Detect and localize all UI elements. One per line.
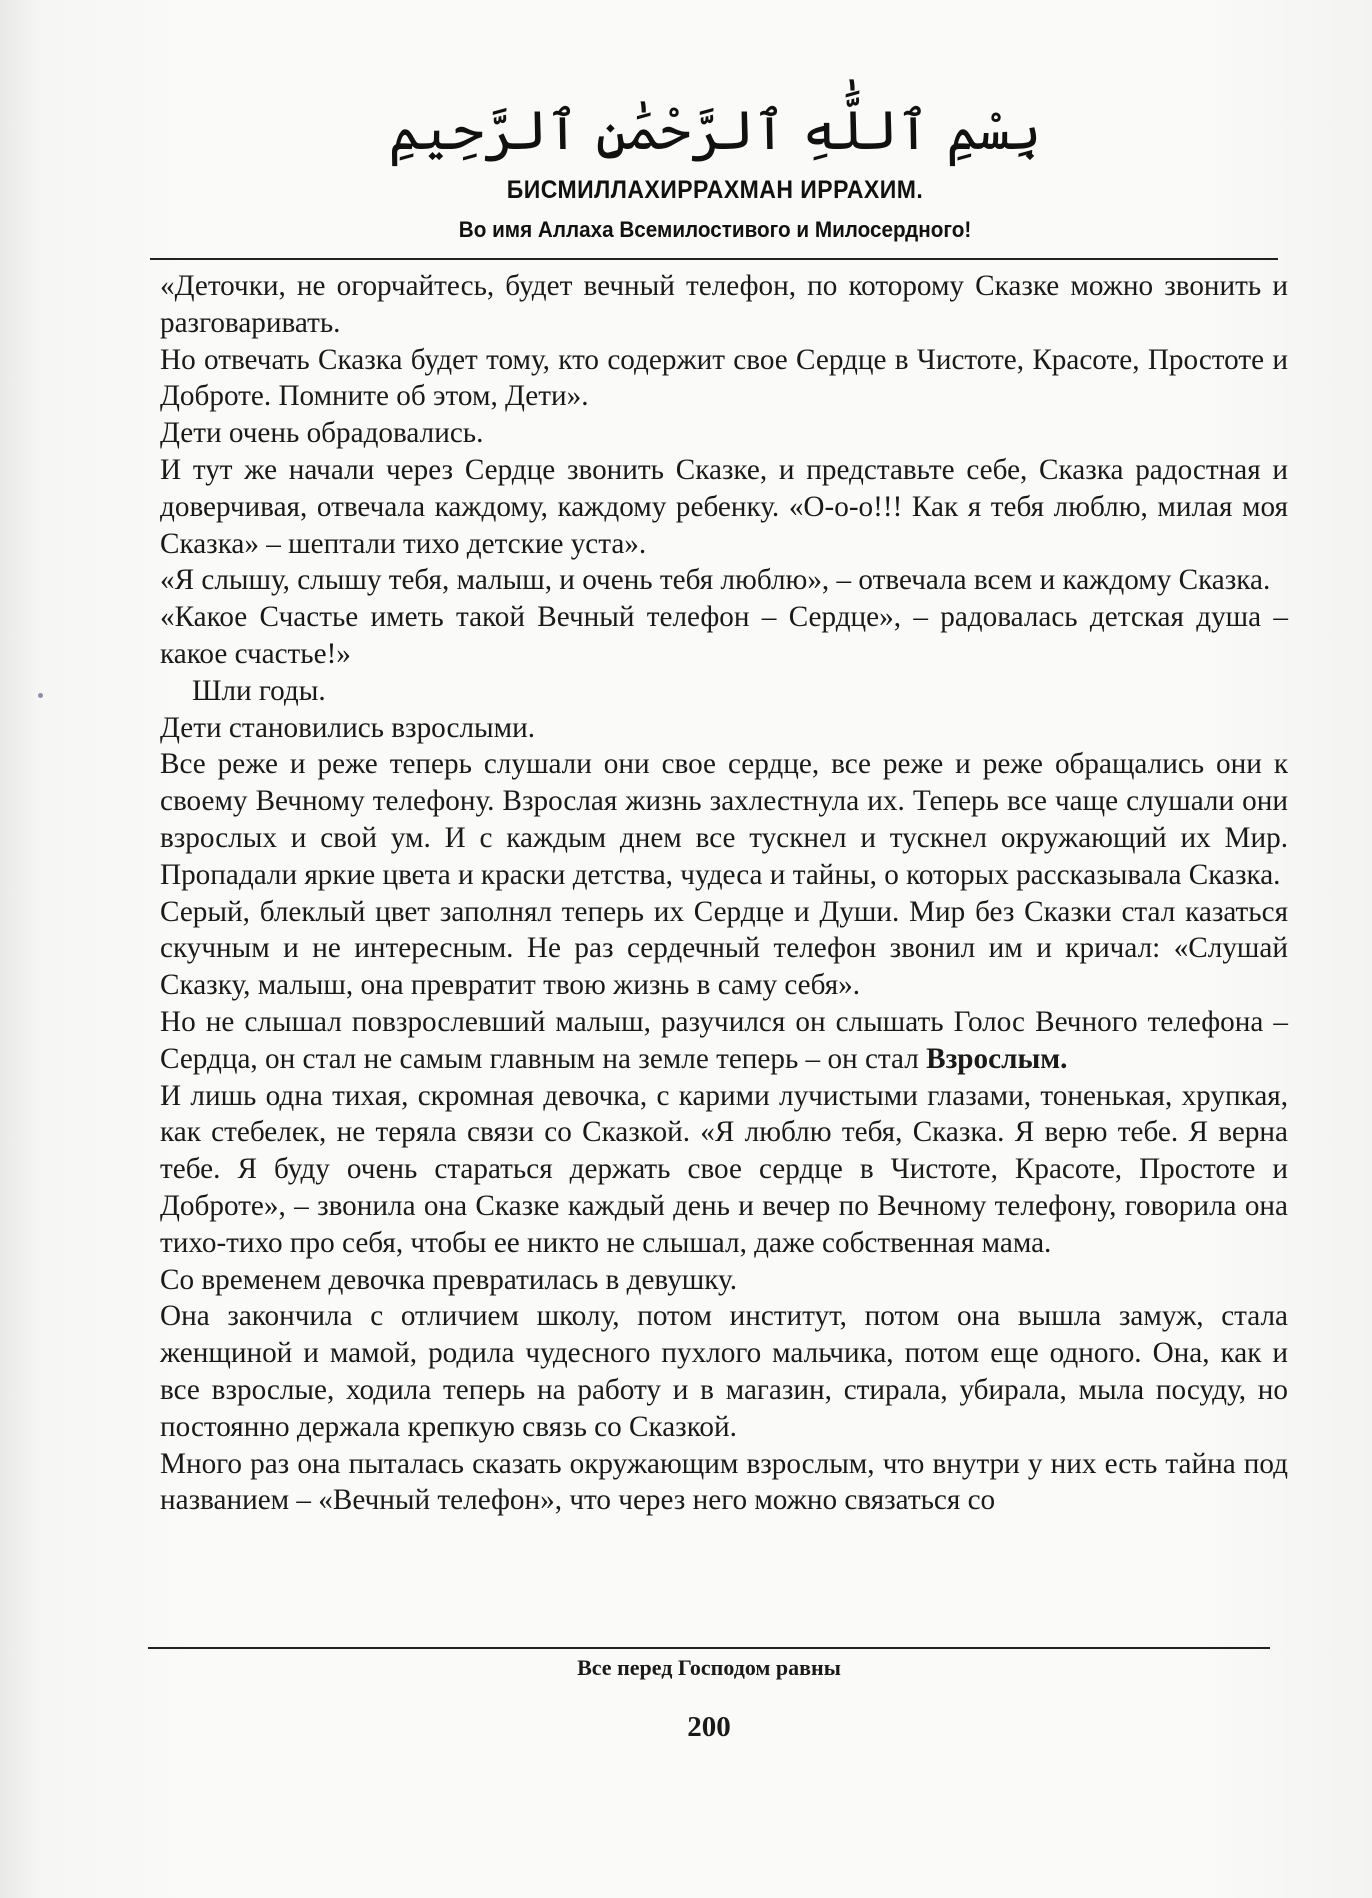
paragraph: Со временем девочка превратилась в девушку. — [160, 1263, 738, 1296]
paragraph-text: Но не слышал повзрослевший малыш, разучился он слышать Голос Вечного телефона – Сердца, он стал не самым главным на земле теперь – он стал — [160, 1005, 1288, 1075]
paragraph: Все реже и реже теперь слушали они свое сердце, все реже и реже обращались они к своему Вечному телефону. Взрослая жизнь захлестнула их. Теперь все чаще слушали они взрослых и свой ум. И с каждым днем все тускнел и тускнел окружающий их Мир. Пропадали яркие цвета и краски детства, чудеса и тайны, о которых рассказывала Сказка. — [160, 748, 1288, 891]
paragraph: И лишь одна тихая, скромная девочка, с карими лучистыми глазами, тоненькая, хрупкая, как стебелек, не теряла связи со Сказкой. «Я люблю тебя, Сказка. Я верю тебе. Я верна тебе. Я буду очень стараться держать свое сердце в Чистоте, Красоте, Простоте и Доброте», – звонила она Сказке каждый день и вечер по Вечному телефону, говорила она тихо-тихо про себя, чтобы ее никто не слышал, даже собственная мама. — [160, 1079, 1288, 1259]
paragraph: И тут же начали через Сердце звонить Сказке, и представьте себе, Сказка радостная и доверчивая, отвечала каждому, каждому ребенку. «О-о-о!!! Как я тебя люблю, милая моя Сказка» – шептали тихо детские уста». — [160, 453, 1288, 560]
paragraph: Много раз она пыталась сказать окружающим взрослым, что внутри у них есть тайна под названием – «Вечный телефон», что через него можно связаться со — [160, 1447, 1288, 1517]
page-header — [140, 88, 1290, 243]
paragraph: «Какое Счастье иметь такой Вечный телефон – Сердце», – радовалась детская душа – какое счастье!» — [160, 601, 1288, 670]
paragraph: «Деточки, не огорчайтесь, будет вечный телефон, по которому Сказке можно звонить и разговаривать. — [160, 270, 1288, 339]
paragraph-with-emphasis — [160, 1004, 1288, 1078]
paragraph: Шли годы. — [192, 674, 326, 707]
emphasis-word: Взрослым. — [926, 1042, 1068, 1075]
basmala-translation: Во имя Аллаха Всемилостивого и Милосердного! — [458, 217, 972, 242]
paragraph: Но отвечать Сказка будет тому, кто содержит свое Сердце в Чистоте, Красоте, Простоте и Доброте. Помните об этом, Дети». — [160, 343, 1288, 413]
paragraph: Она закончила с отличием школу, потом институт, потом она вышла замуж, стала женщиной и мамой, родила чудесного пухлого мальчика, потом еще одного. Она, как и все взрослые, ходила теперь на работу и в магазин, стирала, убирала, мыла посуду, но постоянно держала крепкую связь со Сказкой. — [160, 1300, 1288, 1443]
paragraph: Серый, блеклый цвет заполнял теперь их Сердце и Души. Мир без Сказки стал казаться скучным и не интересным. Не раз сердечный телефон звонил им и кричал: «Слушай Сказку, малыш, она превратит твою жизнь в саму себя». — [160, 895, 1288, 1002]
scan-speck — [38, 693, 43, 698]
paragraph: Дети становились взрослыми. — [160, 711, 536, 744]
basmala-transliteration: БИСМИЛЛАХИРРАХМАН ИРРАХИМ. — [506, 176, 924, 204]
paragraph: «Я слышу, слышу тебя, малыш, и очень тебя люблю», – отвечала всем и каждому Сказка. — [160, 564, 1271, 597]
header-divider — [150, 258, 1278, 260]
paragraph: Дети очень обрадовались. — [160, 417, 484, 450]
main-text — [160, 268, 1288, 1519]
running-footer-title: Все перед Господом равны — [577, 1655, 841, 1680]
basmala-calligraphy: بِسْمِ ٱللَّٰهِ ٱلرَّحْمَٰنِ ٱلرَّحِيمِ — [388, 99, 1042, 162]
page-number: 200 — [687, 1711, 731, 1743]
footer-divider — [148, 1647, 1270, 1649]
